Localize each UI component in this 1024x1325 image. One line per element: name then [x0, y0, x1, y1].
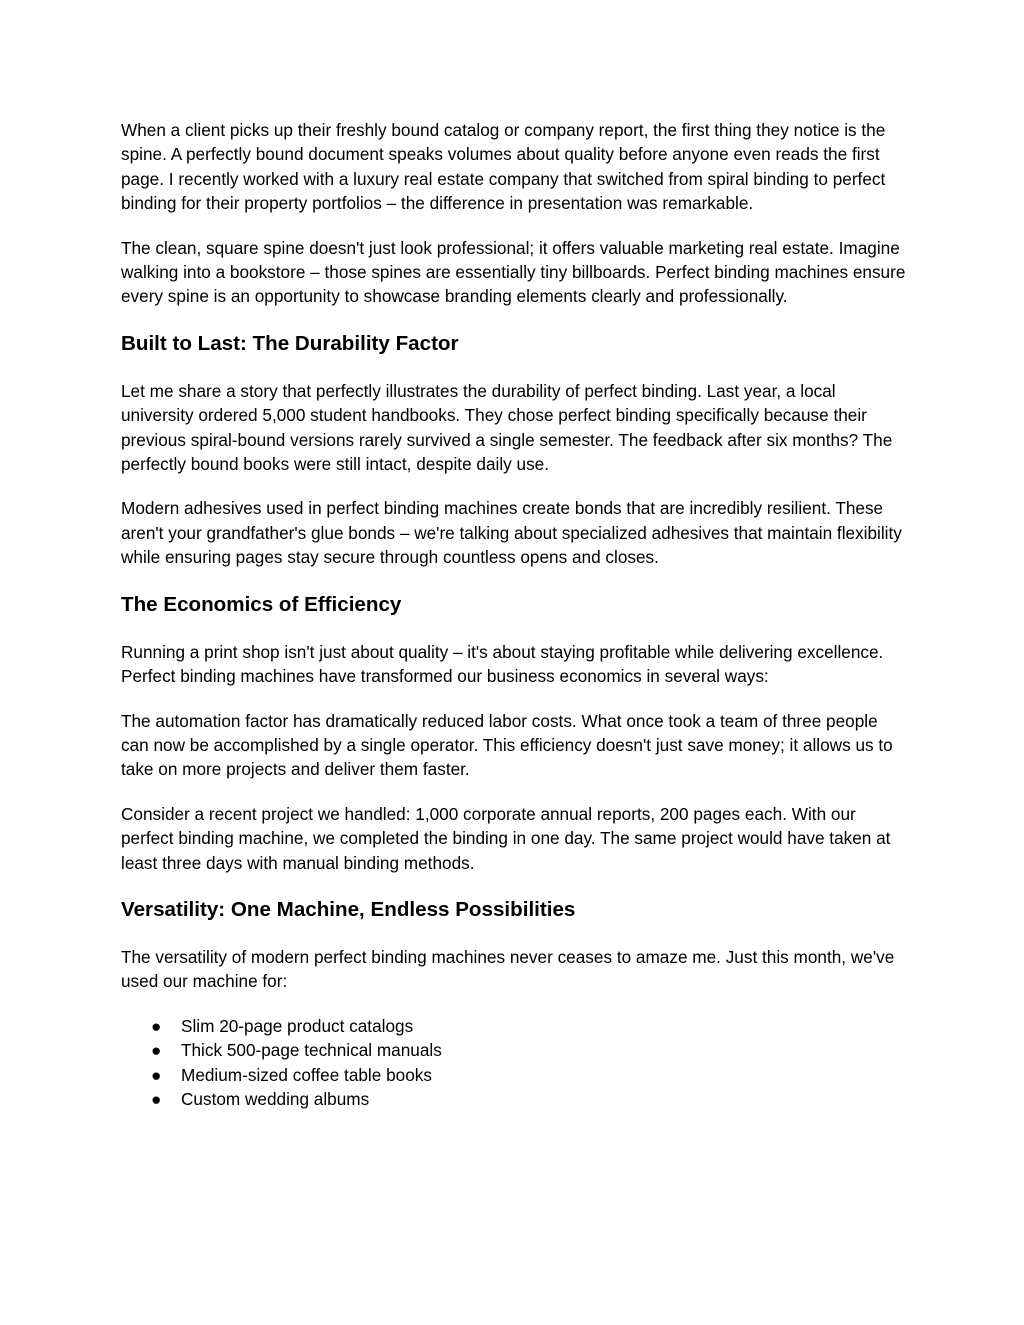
bullet-icon: ●	[151, 1064, 162, 1085]
document-page	[121, 118, 906, 1111]
list-item	[121, 1087, 906, 1111]
list-item	[121, 1014, 906, 1038]
section-heading-versatility: Versatility: One Machine, Endless Possibilities	[121, 897, 576, 921]
list-item-text: Slim 20-page product catalogs	[181, 1015, 414, 1036]
economics-paragraph: The automation factor has dramatically reduced labor costs. What once took a team of three people can now be accomplished by a single operator. This efficiency doesn't just save money; it allows us to take on more projects and deliver them faster.	[121, 710, 893, 780]
list-item-text: Medium-sized coffee table books	[181, 1064, 432, 1085]
section-heading-durability: Built to Last: The Durability Factor	[121, 331, 459, 355]
intro-paragraph: The clean, square spine doesn't just look professional; it offers valuable marketing real estate. Imagine walking into a bookstore – those spines are essentially tiny billboards. Perfect binding machines ensure every spine is an opportunity to showcase branding elements clearly and professionally.	[121, 237, 906, 307]
list-item-text: Custom wedding albums	[181, 1088, 370, 1109]
list-item-text: Thick 500-page technical manuals	[181, 1040, 442, 1061]
list-item	[121, 1038, 906, 1062]
list-item	[121, 1063, 906, 1087]
versatility-paragraph: The versatility of modern perfect binding machines never ceases to amaze me. Just this month, we've used our machine for:	[121, 946, 895, 992]
durability-paragraph: Modern adhesives used in perfect binding machines create bonds that are incredibly resilient. These aren't your grandfather's glue bonds – we're talking about specialized adhesives that maintain flexibility while ensuring pages stay secure through countless opens and closes.	[121, 498, 902, 568]
intro-paragraph: When a client picks up their freshly bound catalog or company report, the first thing they notice is the spine. A perfectly bound document speaks volumes about quality before anyone even reads the first page. I recently worked with a luxury real estate company that switched from spiral binding to perfect binding for their property portfolios – the difference in presentation was remarkable.	[121, 120, 886, 214]
section-heading-economics: The Economics of Efficiency	[121, 592, 402, 616]
uses-list	[121, 1014, 906, 1112]
economics-paragraph: Running a print shop isn't just about quality – it's about staying profitable while delivering excellence. Perfect binding machines have transformed our business economics in several ways:	[121, 641, 884, 687]
bullet-icon: ●	[151, 1015, 162, 1036]
bullet-icon: ●	[151, 1088, 162, 1109]
economics-paragraph: Consider a recent project we handled: 1,000 corporate annual reports, 200 pages each. With our perfect binding machine, we completed the binding in one day. The same project would have taken at least three days with manual binding methods.	[121, 803, 891, 873]
durability-paragraph: Let me share a story that perfectly illustrates the durability of perfect binding. Last year, a local university ordered 5,000 student handbooks. They chose perfect binding specifically because their previous spiral-bound versions rarely survived a single semester. The feedback after six months? The perfectly bound books were still intact, despite daily use.	[121, 380, 893, 475]
bullet-icon: ●	[151, 1040, 162, 1061]
